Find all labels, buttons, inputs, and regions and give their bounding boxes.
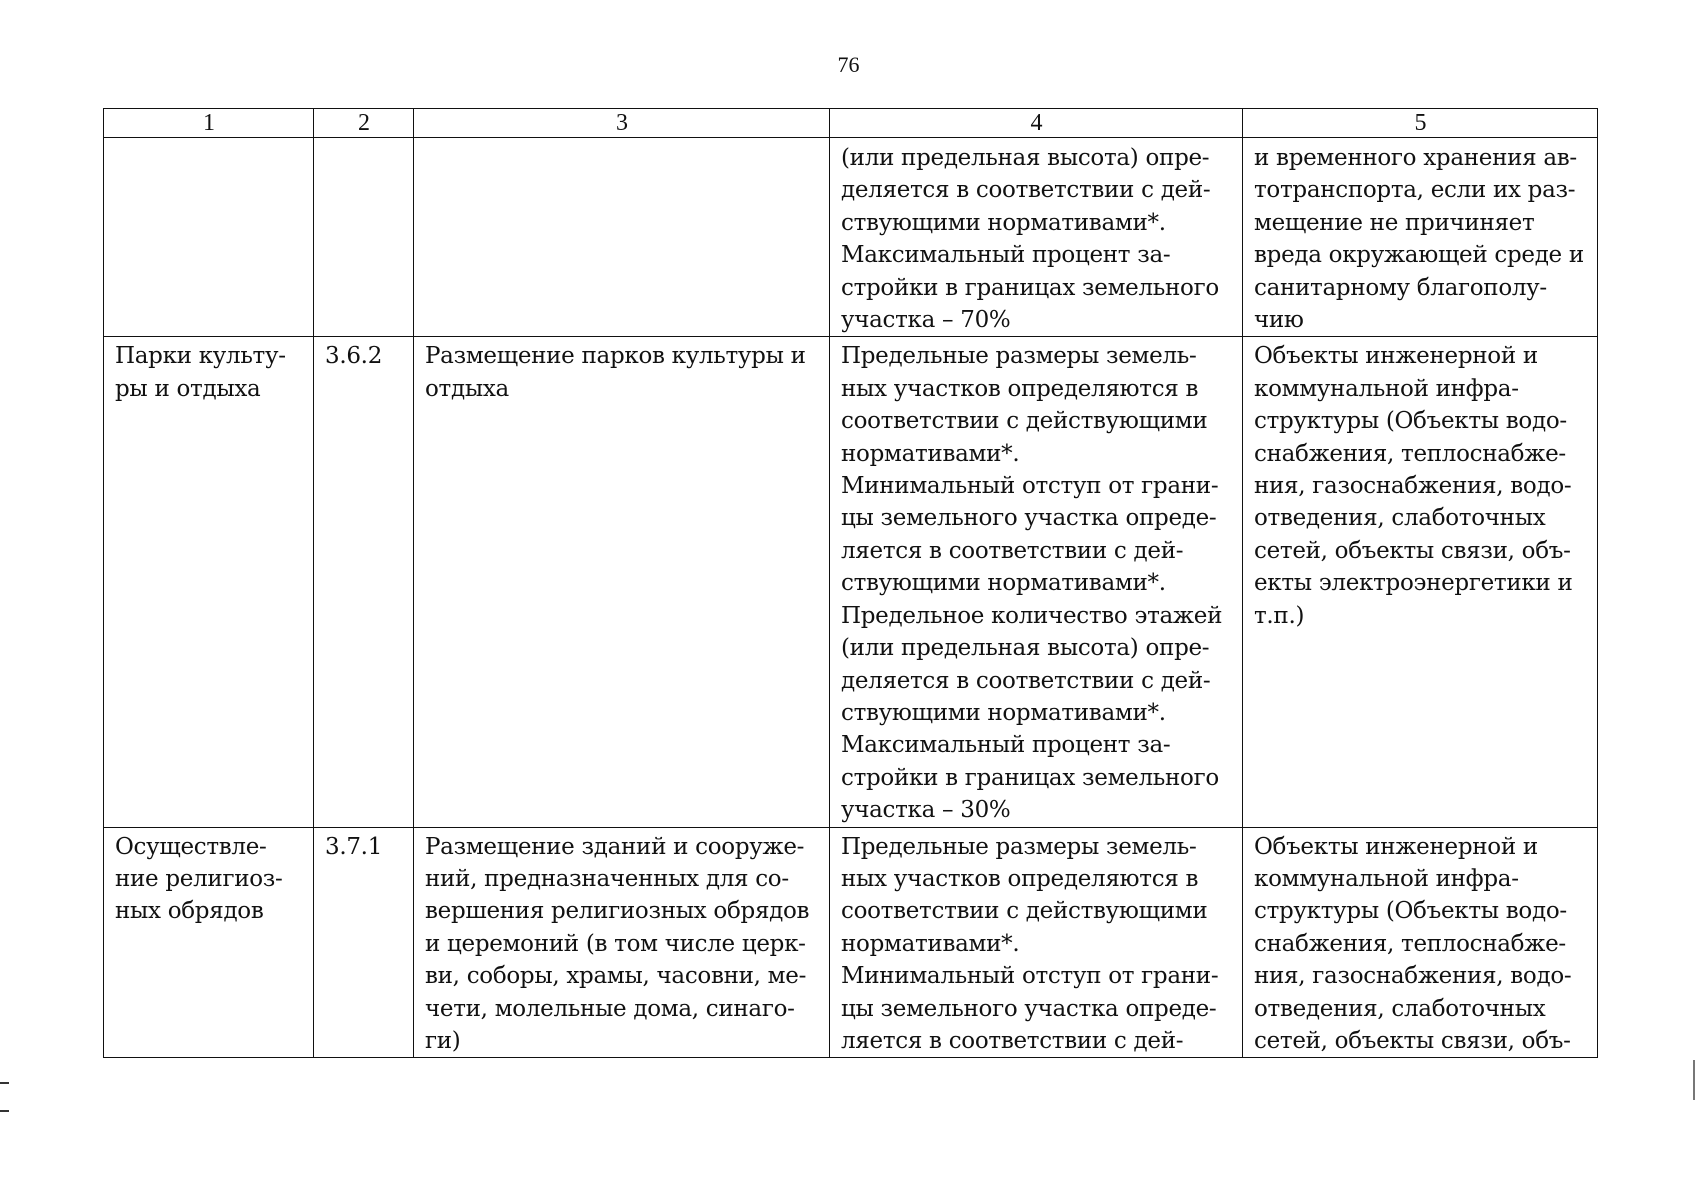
auxiliary-uses-cell: Объекты инженерной и коммунальной инфра- структуры (Объекты водо- снабжения, теплоснабже- ния, газоснабжения, водо- отведения, слаботочных сетей, объекты связи, объ- екты электроэнергетики и т.п.) xyxy=(1243,337,1598,827)
use-code-cell: 3.6.2 xyxy=(314,337,414,827)
parameters-cell: Предельные размеры земель- ных участков определяются в соответствии с действующими нормативами*. Минимальный отступ от грани- цы земельного участка опреде- ляется в соответствии с дей- ствующими нормативами*. Предельное количество этажей (или предельная высота) опре- деляется в соответствии с дей- ствующими нормативами*. Максимальный процент за- стройки в границах земельного участка – 30% xyxy=(830,337,1243,827)
use-description-cell: Размещение парков культуры и отдыха xyxy=(414,337,830,827)
use-code-cell xyxy=(314,138,414,337)
use-name-cell xyxy=(104,138,314,337)
land-use-table xyxy=(103,108,1598,1058)
use-code-cell: 3.7.1 xyxy=(314,827,414,1058)
table-row xyxy=(104,138,1598,337)
column-header: 1 xyxy=(104,109,314,138)
column-header: 2 xyxy=(314,109,414,138)
auxiliary-uses-cell: Объекты инженерной и коммунальной инфра- структуры (Объекты водо- снабжения, теплоснабже- ния, газоснабжения, водо- отведения, слаботочных сетей, объекты связи, объ- xyxy=(1243,827,1598,1058)
page-number: 76 xyxy=(837,52,860,77)
use-name-cell: Осуществле- ние религиоз- ных обрядов xyxy=(104,827,314,1058)
table-row xyxy=(104,337,1598,827)
table-row xyxy=(104,827,1598,1058)
column-header: 3 xyxy=(414,109,830,138)
use-name-cell: Парки культу- ры и отдыха xyxy=(104,337,314,827)
use-description-cell: Размещение зданий и сооруже- ний, предназначенных для со- вершения религиозных обрядов и церемоний (в том числе церк- ви, соборы, храмы, часовни, ме- чети, молельные дома, синаго- ги) xyxy=(414,827,830,1058)
column-header: 4 xyxy=(830,109,1243,138)
scan-mark-left-top xyxy=(0,1082,9,1084)
scan-mark-left-bottom xyxy=(0,1110,9,1112)
table-header-row xyxy=(104,109,1598,138)
use-description-cell xyxy=(414,138,830,337)
column-header: 5 xyxy=(1243,109,1598,138)
auxiliary-uses-cell: и временного хранения ав- тотранспорта, если их раз- мещение не причиняет вреда окружающей среде и санитарному благополу- чию xyxy=(1243,138,1598,337)
parameters-cell: Предельные размеры земель- ных участков определяются в соответствии с действующими нормативами*. Минимальный отступ от грани- цы земельного участка опреде- ляется в соответствии с дей- xyxy=(830,827,1243,1058)
parameters-cell: (или предельная высота) опре- деляется в соответствии с дей- ствующими нормативами*. Максимальный процент за- стройки в границах земельного участка – 70% xyxy=(830,138,1243,337)
scan-mark-right xyxy=(1693,1060,1695,1100)
